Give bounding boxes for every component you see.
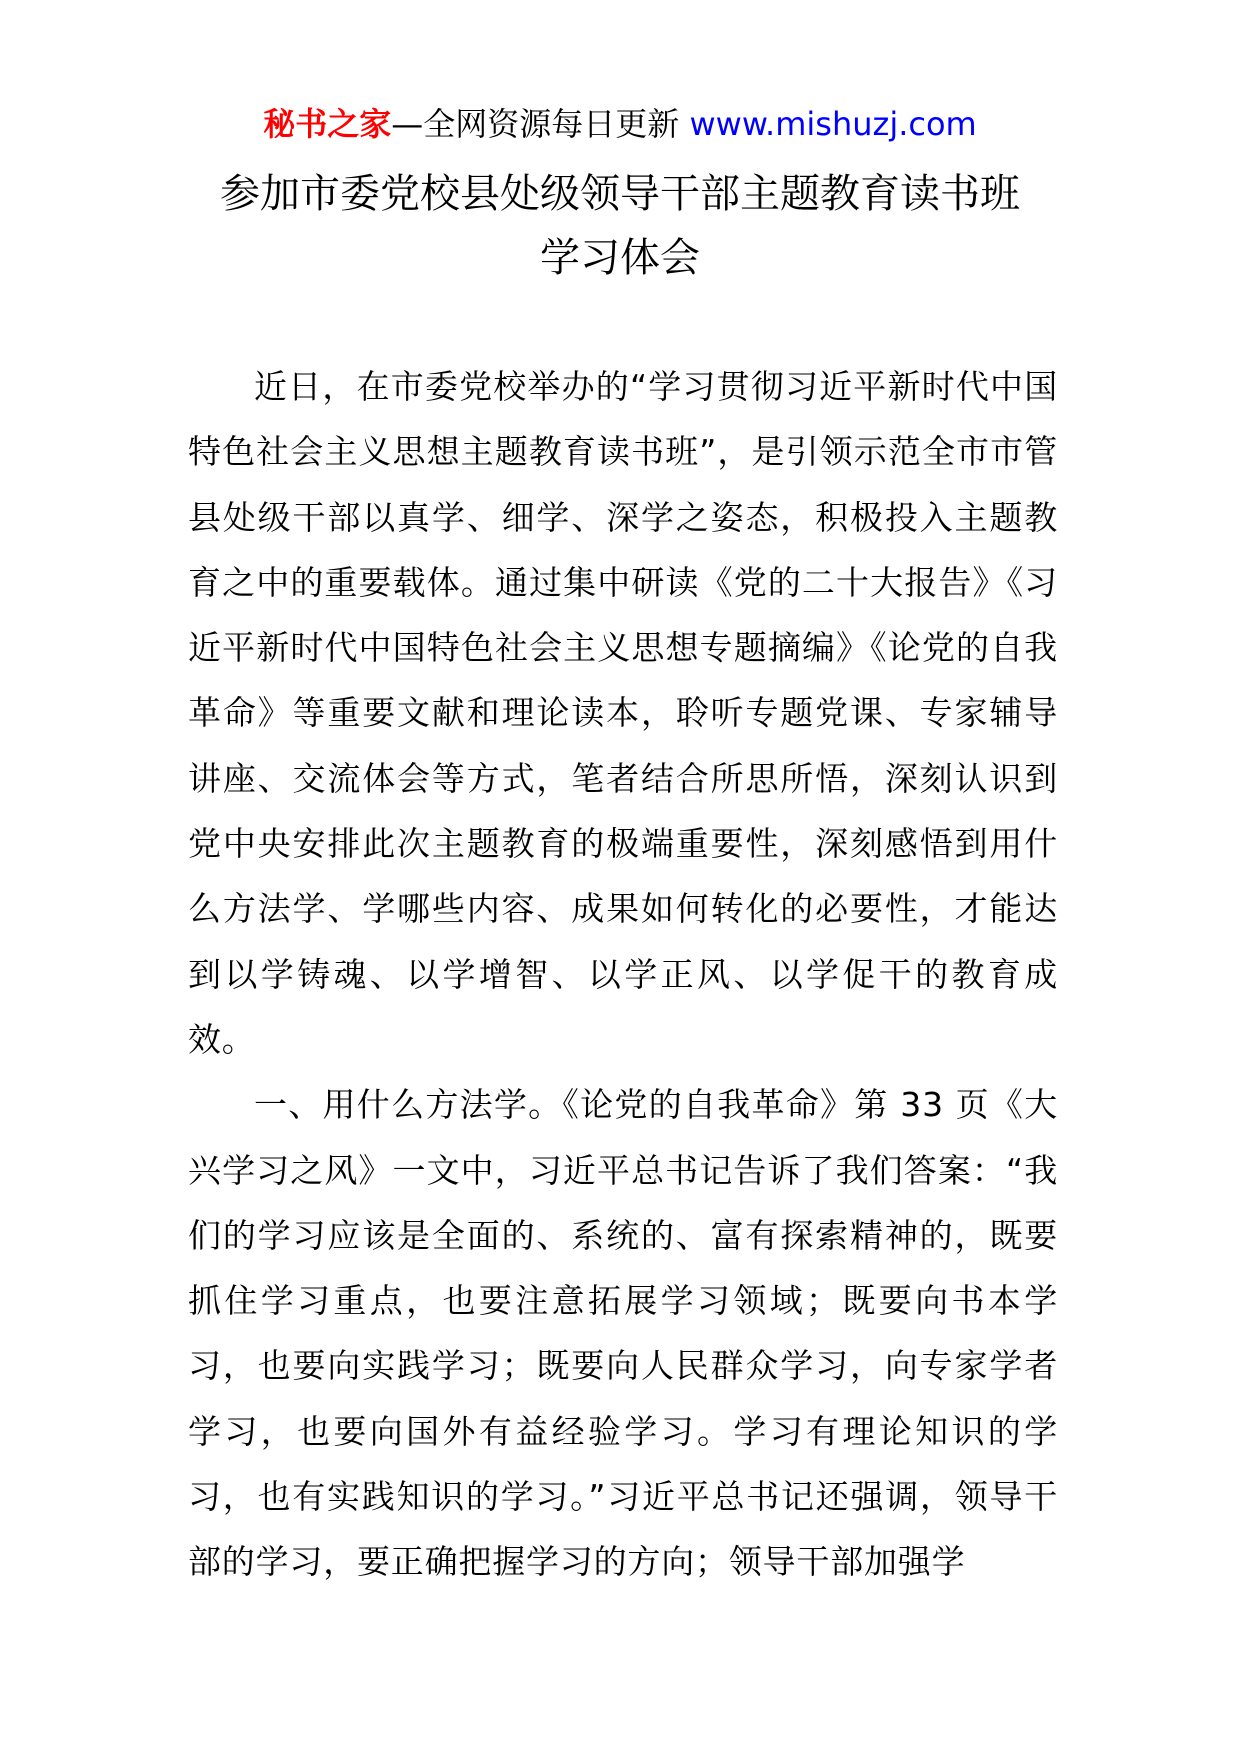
title-line-2: 学习体会	[540, 235, 700, 281]
document-title	[0, 162, 1240, 290]
header-tagline: —全网资源每日更新	[391, 105, 690, 143]
title-line-1: 参加市委党校县处级领导干部主题教育读书班	[220, 171, 1020, 217]
site-header	[0, 100, 1240, 148]
paragraph-section-1: 一、用什么方法学。《论党的自我革命》第 33 页《大兴学习之风》一文中，习近平总书记告诉了我们答案：“我们的学习应该是全面的、系统的、富有探索精神的，既要抓住学习重点，也要注意拓展学习领域；既要向书本学习，也要向实践学习；既要向人民群众学习，向专家学者学习，也要向国外有益经验学习。学习有理论知识的学习，也有实践知识的学习。”习近平总书记还强调，领导干部的学习，要正确把握学习的方向；领导干部加强学	[188, 1085, 1058, 1582]
site-url-link[interactable]: www.mishuzj.com	[689, 105, 977, 143]
brand-name: 秘书之家	[263, 105, 392, 143]
document-body	[188, 354, 1058, 1595]
paragraph-intro: 近日，在市委党校举办的“学习贯彻习近平新时代中国特色社会主义思想主题教育读书班”，是引领示范全市市管县处级干部以真学、细学、深学之姿态，积极投入主题教育之中的重要载体。通过集中研读《党的二十大报告》《习近平新时代中国特色社会主义思想专题摘编》《论党的自我革命》等重要文献和理论读本，聆听专题党课、专家辅导讲座、交流体会等方式，笔者结合所思所悟，深刻认识到党中央安排此次主题教育的极端重要性，深刻感悟到用什么方法学、学哪些内容、成果如何转化的必要性，才能达到以学铸魂、以学增智、以学正风、以学促干的教育成效。	[188, 367, 1058, 1059]
